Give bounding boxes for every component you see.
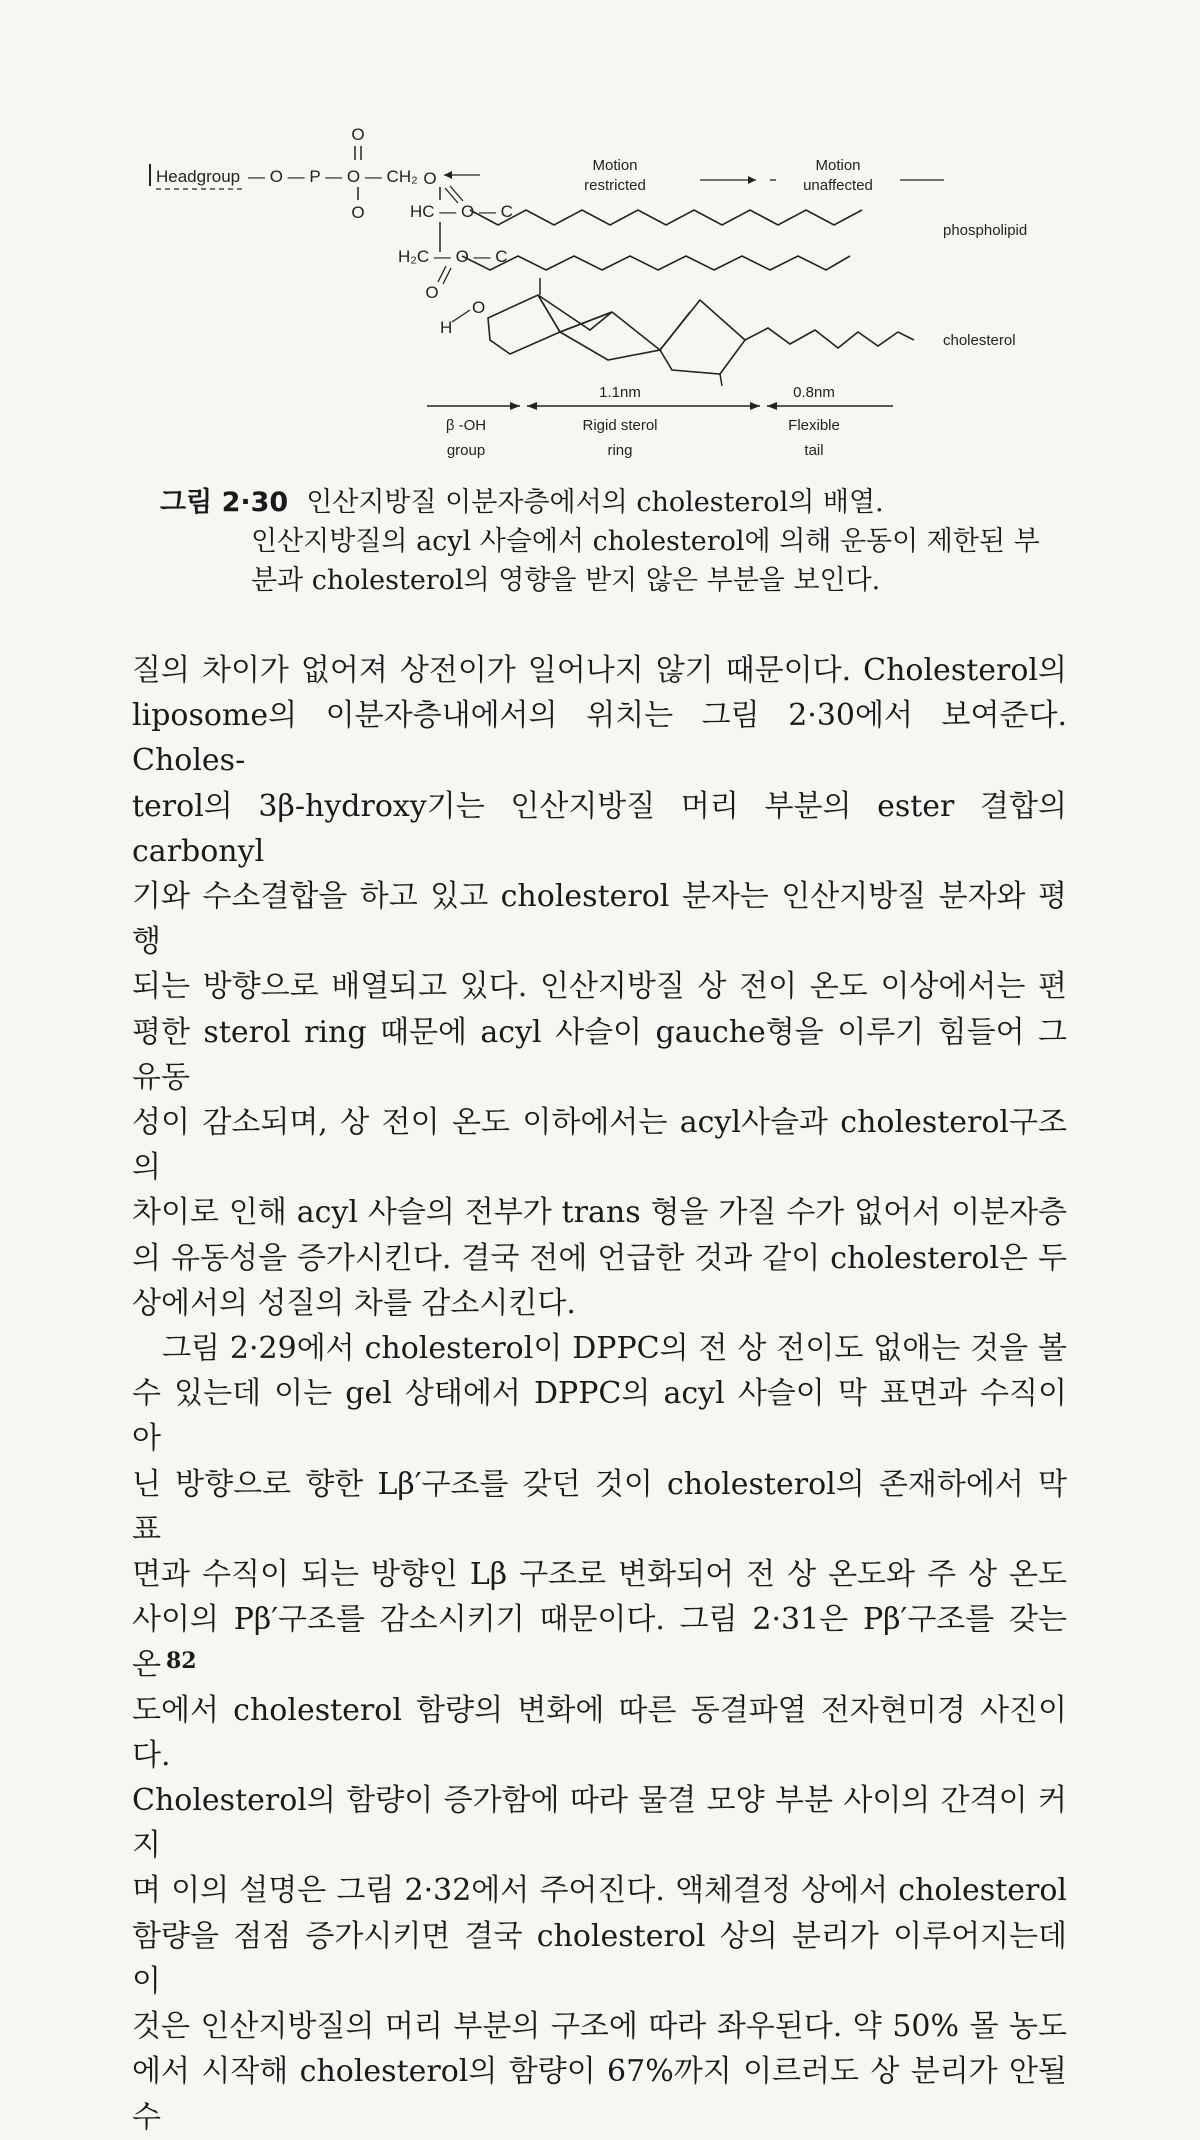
body-line: 의 유동성을 증가시킨다. 결국 전에 언급한 것과 같이 cholesterol은 두 — [132, 1240, 1067, 1276]
body-line: 함량을 점점 증가시키면 결국 cholesterol 상의 분리가 이루어지는데 이 — [132, 1918, 1067, 1999]
glycerol-h2c-row: H₂C — O — C — [398, 247, 508, 266]
body-line: 것은 인산지방질의 머리 부분의 구조에 따라 좌우된다. 약 50% 몰 농도 — [132, 2009, 1067, 2045]
body-line: Cholesterol의 함량이 증가함에 따라 물결 모양 부분 사이의 간격이 커지 — [132, 1783, 1067, 1864]
figure-caption — [160, 483, 1060, 600]
dimension-arrow-left — [510, 402, 520, 410]
body-line: 성이 감소되며, 상 전이 온도 이하에서는 acyl사슬과 cholesterol구조의 — [132, 1105, 1067, 1186]
body-line: 면과 수직이 되는 방향인 Lβ 구조로 변화되어 전 상 온도와 주 상 온도 — [132, 1557, 1067, 1593]
body-line: 차이로 인해 acyl 사슬의 전부가 trans 형을 가질 수가 없어서 이분자층 — [132, 1195, 1067, 1231]
cholesterol-flexible-tail — [745, 328, 914, 348]
beta-oh-label-2: group — [446, 442, 486, 459]
caption-text-1: 인산지방질 이분자층에서의 cholesterol의 배열. — [306, 487, 884, 518]
headgroup-label: Headgroup — [156, 167, 241, 186]
phosphate-o-top: O — [351, 125, 365, 144]
body-text — [132, 648, 1067, 2140]
body-line: 되는 방향으로 배열되고 있다. 인산지방질 상 전이 온도 이상에서는 편 — [132, 969, 1067, 1005]
body-line: 에서 시작해 cholesterol의 함량이 67%까지 이르러도 상 분리가 안될 수 — [132, 2054, 1067, 2135]
cholesterol-label: cholesterol — [943, 332, 1016, 349]
body-line: 닌 방향으로 향한 Lβ′구조를 갖던 것이 cholesterol의 존재하에서 막 표 — [132, 1466, 1067, 1547]
carbonyl-o-bottom: O — [425, 283, 439, 302]
page-number: 82 — [166, 1648, 197, 1674]
caption-line-1 — [160, 483, 1060, 522]
body-line: 수 있는데 이는 gel 상태에서 DPPC의 acyl 사슬이 막 표면과 수직이 아 — [132, 1376, 1067, 1457]
rigid-ring-label-1: Rigid sterol — [582, 417, 658, 434]
motion-unaffected-label-1: Motion — [815, 157, 861, 174]
beta-oh-label-1: β -OH — [445, 417, 487, 434]
hydroxyl-o: O — [472, 298, 486, 317]
body-line: terol의 3β-hydroxy기는 인산지방질 머리 부분의 ester 결합의 carbonyl — [132, 788, 1067, 869]
hydroxyl-h: H — [440, 318, 453, 337]
flexible-tail-label-2: tail — [804, 442, 824, 459]
motion-restricted-label-1: Motion — [592, 157, 638, 174]
body-line: 사이의 Pβ′구조를 감소시키기 때문이다. 그림 2·31은 Pβ′구조를 갖는 온 — [132, 1602, 1067, 1683]
sterol-ring-d — [660, 300, 745, 374]
acyl-chain-lower — [462, 256, 850, 270]
flexible-tail-label-1: Flexible — [788, 417, 840, 434]
motion-restricted-label-2: restricted — [584, 177, 646, 194]
body-line: 며 이의 설명은 그림 2·32에서 주어진다. 액체결정 상에서 cholesterol — [132, 1873, 1067, 1909]
tail-length-label: 0.8nm — [793, 384, 835, 401]
carbonyl-o-top: O — [423, 169, 437, 188]
glycerol-hc-row: HC — O — C — [410, 202, 513, 221]
caption-line-3: 분과 cholesterol의 영향을 받지 않은 부분을 보인다. — [251, 565, 881, 596]
body-line: 기와 수소결합을 하고 있고 cholesterol 분자는 인산지방질 분자와 평행 — [132, 879, 1067, 960]
phosphate-ester-chain: — O — P — O — CH₂ — [248, 167, 418, 186]
motion-unaffected-label-2: unaffected — [803, 177, 873, 194]
sterol-ring-a — [488, 295, 560, 354]
body-line: 질의 차이가 없어져 상전이가 일어나지 않기 때문이다. Cholesterol의 — [132, 653, 1067, 688]
body-line: 도에서 cholesterol 함량의 변화에 따른 동결파열 전자현미경 사진이다. — [132, 1692, 1067, 1773]
body-line: 그림 2·29에서 cholesterol이 DPPC의 전 상 전이도 없애는 것을 볼 — [162, 1331, 1067, 1367]
body-line: liposome의 이분자층내에서의 위치는 그림 2·30에서 보여준다. Choles- — [132, 698, 1067, 779]
body-line: 상에서의 성질의 차를 감소시킨다. — [132, 1285, 576, 1321]
caption-line-2: 인산지방질의 acyl 사슬에서 cholesterol에 의해 운동이 제한된 부 — [251, 526, 1040, 557]
cholesterol-arrangement-figure — [0, 0, 1200, 470]
acyl-chain-upper — [470, 210, 862, 225]
caption-label: 그림 2·30 — [160, 487, 289, 518]
phosphate-o-bottom: O — [351, 203, 365, 222]
phospholipid-label: phospholipid — [943, 222, 1028, 239]
body-line: 평한 sterol ring 때문에 acyl 사슬이 gauche형을 이루기 힘들어 그 유동 — [132, 1014, 1067, 1095]
rigid-ring-label-2: ring — [607, 442, 633, 459]
ring-length-label: 1.1nm — [599, 384, 641, 401]
